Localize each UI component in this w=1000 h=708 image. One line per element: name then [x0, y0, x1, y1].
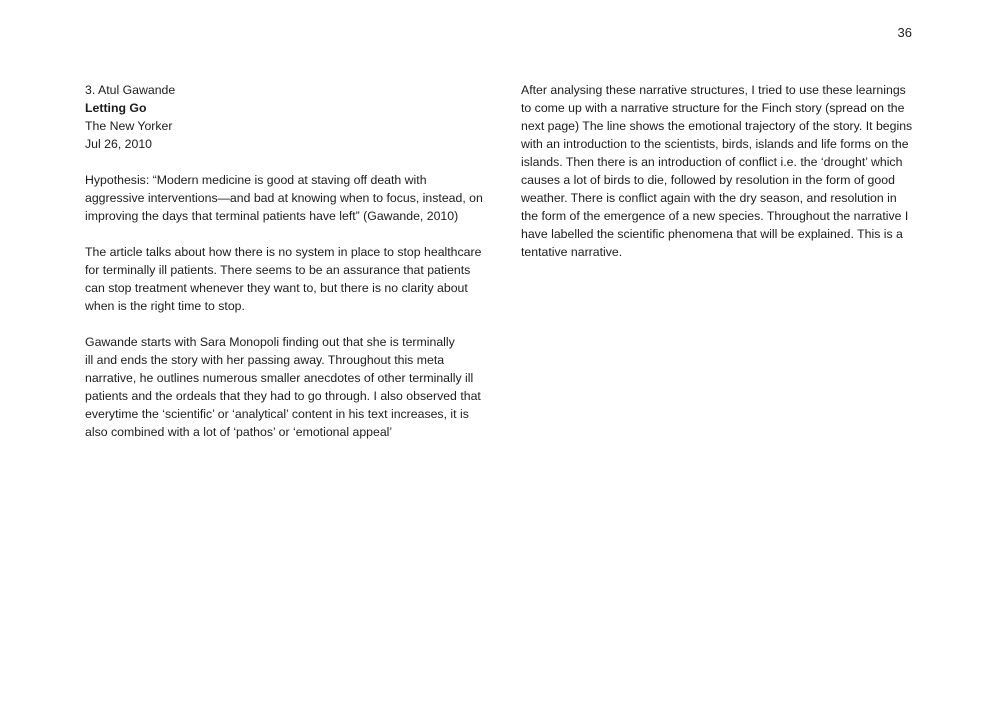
text-line: with an introduction to the scientists, birds, islands and life forms on the [521, 137, 909, 151]
text-line: tentative narrative. [521, 245, 623, 259]
system-paragraph [85, 243, 482, 315]
text-line: for terminally ill patients. There seems to be an assurance that patients [85, 263, 471, 277]
text-line: causes a lot of birds to die, followed by resolution in the form of good [521, 173, 895, 187]
text-line: After analysing these narrative structures, I tried to use these learnings [521, 83, 906, 97]
text-line: to come up with a narrative structure for the Finch story (spread on the [521, 101, 905, 115]
hypothesis-paragraph [85, 171, 483, 225]
text-line: ill and ends the story with her passing away. Throughout this meta [85, 353, 445, 367]
right-column [521, 81, 913, 261]
text-line: aggressive interventions—and bad at knowing when to focus, instead, on [85, 191, 483, 205]
text-line: Gawande starts with Sara Monopoli finding out that she is terminally [85, 335, 455, 349]
text-line: improving the days that terminal patients have left” (Gawande, 2010) [85, 209, 459, 223]
paragraph-gap [85, 225, 477, 243]
narrative-paragraph [85, 333, 481, 441]
paragraph-gap [85, 315, 477, 333]
text-line: have labelled the scientific phenomena that will be explained. This is a [521, 227, 903, 241]
text-line: islands. Then there is an introduction of conflict i.e. the ‘drought’ which [521, 155, 903, 169]
paragraph-gap [85, 153, 477, 171]
text-line: next page) The line shows the emotional trajectory of the story. It begins [521, 119, 913, 133]
publication-date: Jul 26, 2010 [85, 137, 153, 151]
text-line: everytime the ‘scientific’ or ‘analytical’ content in his text increases, it is [85, 407, 469, 421]
text-line: can stop treatment whenever they want to, but there is no clarity about [85, 281, 468, 295]
text-line: narrative, he outlines numerous smaller anecdotes of other terminally ill [85, 371, 474, 385]
left-column [85, 81, 483, 441]
text-line: also combined with a lot of ‘pathos’ or ‘emotional appeal’ [85, 425, 393, 439]
text-line: Hypothesis: “Modern medicine is good at staving off death with [85, 173, 427, 187]
source-author: 3. Atul Gawande [85, 83, 176, 97]
article-title: Letting Go [85, 101, 147, 115]
finch-narrative-paragraph [521, 81, 913, 261]
text-line: the form of the emergence of a new species. Throughout the narrative I [521, 209, 909, 223]
text-line: patients and the ordeals that they had to go through. I also observed that [85, 389, 481, 403]
text-line: weather. There is conflict again with the dry season, and resolution in [521, 191, 897, 205]
publication-name: The New Yorker [85, 119, 173, 133]
text-line: when is the right time to stop. [85, 299, 245, 313]
page-number: 36 [897, 25, 912, 40]
text-line: The article talks about how there is no system in place to stop healthcare [85, 245, 482, 259]
